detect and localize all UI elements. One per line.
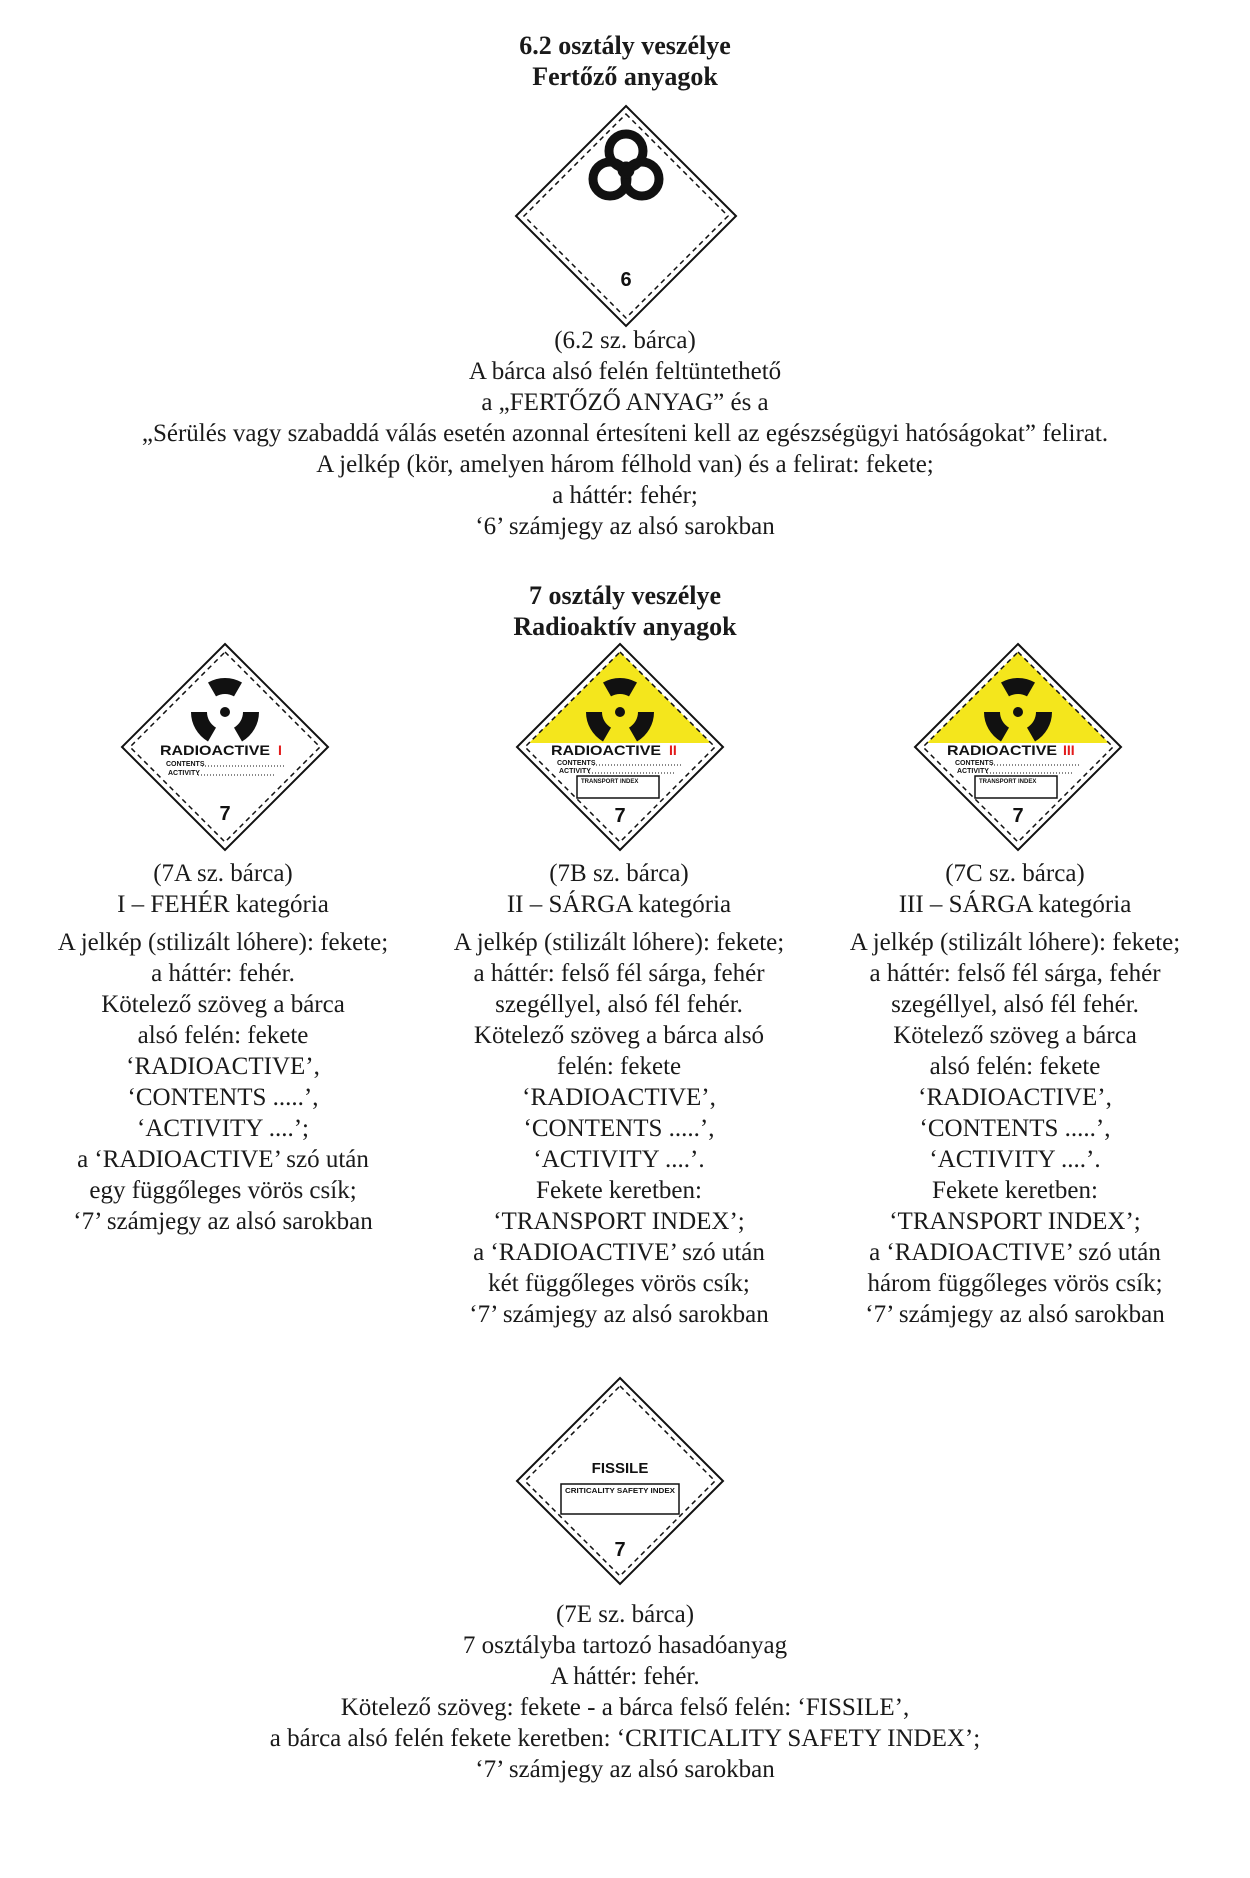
transport-index-text: TRANSPORT INDEX: [979, 779, 1037, 785]
caption-line: egy függőleges vörös csík;: [89, 1177, 357, 1204]
caption-line: ‘TRANSPORT INDEX’;: [493, 1208, 745, 1235]
caption-line: alsó felén: fekete: [137, 1022, 309, 1049]
caption-line: ‘CONTENTS .....’,: [919, 1115, 1111, 1142]
category-bars: II: [669, 742, 677, 758]
caption-line: ‘RADIOACTIVE’,: [918, 1084, 1112, 1111]
radioactive-label-7c: [913, 642, 1123, 852]
caption-line: (7A sz. bárca): [153, 860, 293, 887]
caption-line: III – SÁRGA kategória: [898, 891, 1132, 918]
caption-line: A bárca alsó felén feltüntethető: [468, 358, 782, 385]
caption-line: a bárca alsó felén fekete keretben: ‘CRITICALITY SAFETY INDEX’;: [269, 1725, 981, 1752]
caption-line: ‘ACTIVITY ....’.: [929, 1146, 1101, 1173]
section-7-subtitle: Radioaktív anyagok: [513, 612, 737, 641]
caption-line: Kötelező szöveg a bárca: [893, 1022, 1137, 1049]
caption-line: a háttér: fehér.: [151, 960, 295, 987]
caption-line: ‘7’ számjegy az alsó sarokban: [469, 1301, 769, 1328]
caption-line: két függőleges vörös csík;: [488, 1270, 750, 1297]
caption-line: Kötelező szöveg a bárca: [101, 991, 345, 1018]
caption-line: ‘TRANSPORT INDEX’;: [889, 1208, 1141, 1235]
contents-text: CONTENTS: [166, 761, 205, 768]
caption-line: a háttér: felső fél sárga, fehér: [473, 960, 765, 987]
caption-7e: [0, 1599, 1250, 1785]
caption-line: a ‘RADIOACTIVE’ szó után: [473, 1239, 765, 1266]
caption-line: A jelkép (stilizált lóhere): fekete;: [57, 929, 389, 956]
radioactive-text: RADIOACTIVE: [551, 742, 661, 758]
fissile-text: FISSILE: [591, 1460, 649, 1477]
caption-6-2: [0, 325, 1250, 542]
caption-line: a háttér: felső fél sárga, fehér: [869, 960, 1161, 987]
caption-line: II – SÁRGA kategória: [506, 891, 732, 918]
contents-text: CONTENTS: [955, 760, 994, 767]
caption-line: ‘CONTENTS .....’,: [523, 1115, 715, 1142]
caption-line: felén: fekete: [556, 1053, 682, 1080]
infectious-label-6-2: [514, 104, 738, 328]
section-62-title: 6.2 osztály veszélye: [519, 31, 731, 60]
caption-line: szegéllyel, alsó fél fehér.: [495, 991, 743, 1018]
caption-line: ‘ACTIVITY ....’.: [533, 1146, 705, 1173]
contents-text: CONTENTS: [557, 760, 596, 767]
caption-line: ‘ACTIVITY ....’;: [137, 1115, 309, 1142]
category-bars: I: [278, 742, 282, 758]
caption-line: a „FERTŐZŐ ANYAG” és a: [481, 389, 769, 416]
section-62-subtitle: Fertőző anyagok: [532, 62, 718, 91]
caption-line: A jelkép (stilizált lóhere): fekete;: [849, 929, 1181, 956]
activity-text: ACTIVITY: [957, 768, 989, 775]
caption-line: „Sérülés vagy szabaddá válás esetén azonnal értesíteni kell az egészségügyi hatóságokat” felirat.: [141, 420, 1109, 447]
section-7-title: 7 osztály veszélye: [528, 581, 722, 610]
caption-line: szegéllyel, alsó fél fehér.: [891, 991, 1139, 1018]
radioactive-label-7b: [515, 642, 725, 852]
section-62-heading: [0, 30, 1250, 92]
caption-7a: [28, 858, 418, 1237]
caption-line: ‘7’ számjegy az alsó sarokban: [73, 1208, 373, 1235]
caption-line: Kötelező szöveg: fekete - a bárca felső felén: ‘FISSILE’,: [340, 1694, 910, 1721]
caption-line: ‘RADIOACTIVE’,: [126, 1053, 320, 1080]
caption-line: ‘6’ számjegy az alsó sarokban: [475, 513, 775, 540]
label-number: 7: [614, 1539, 626, 1561]
criticality-text: CRITICALITY SAFETY INDEX: [565, 1488, 676, 1495]
caption-line: alsó felén: fekete: [929, 1053, 1101, 1080]
caption-line: A jelkép (stilizált lóhere): fekete;: [453, 929, 785, 956]
caption-line: a háttér: fehér;: [552, 482, 698, 509]
caption-line: A háttér: fehér.: [550, 1663, 700, 1690]
caption-line: ‘CONTENTS .....’,: [127, 1084, 319, 1111]
transport-index-text: TRANSPORT INDEX: [581, 779, 639, 785]
label-number: 7: [219, 803, 231, 825]
radioactive-label-7a: [120, 642, 330, 852]
radioactive-text: RADIOACTIVE: [160, 742, 270, 758]
caption-line: (7B sz. bárca): [549, 860, 689, 887]
caption-line: (7E sz. bárca): [555, 1601, 695, 1628]
caption-line: ‘7’ számjegy az alsó sarokban: [475, 1756, 775, 1783]
caption-line: 7 osztályba tartozó hasadóanyag: [462, 1632, 788, 1659]
section-7-heading: [0, 580, 1250, 642]
caption-line: Fekete keretben:: [932, 1177, 1098, 1204]
caption-line: Kötelező szöveg a bárca alsó: [473, 1022, 765, 1049]
activity-text: ACTIVITY: [559, 768, 591, 775]
caption-line: a ‘RADIOACTIVE’ szó után: [77, 1146, 369, 1173]
radioactive-text: RADIOACTIVE: [947, 742, 1057, 758]
caption-line: ‘RADIOACTIVE’,: [522, 1084, 716, 1111]
category-bars: III: [1063, 742, 1075, 758]
caption-line: A jelkép (kör, amelyen három félhold van) és a felirat: fekete;: [316, 451, 934, 478]
caption-line: (6.2 sz. bárca): [554, 327, 696, 354]
caption-line: három függőleges vörös csík;: [867, 1270, 1163, 1297]
caption-line: Fekete keretben:: [536, 1177, 702, 1204]
label-number: 6: [620, 269, 632, 291]
label-number: 7: [1012, 805, 1024, 827]
activity-text: ACTIVITY: [168, 770, 200, 777]
fissile-label-7e: [515, 1376, 725, 1586]
caption-line: a ‘RADIOACTIVE’ szó után: [869, 1239, 1161, 1266]
caption-7b: [424, 858, 814, 1330]
label-number: 7: [614, 805, 626, 827]
caption-line: I – FEHÉR kategória: [117, 891, 329, 918]
caption-7c: [820, 858, 1210, 1330]
caption-line: ‘7’ számjegy az alsó sarokban: [865, 1301, 1165, 1328]
caption-line: (7C sz. bárca): [945, 860, 1085, 887]
